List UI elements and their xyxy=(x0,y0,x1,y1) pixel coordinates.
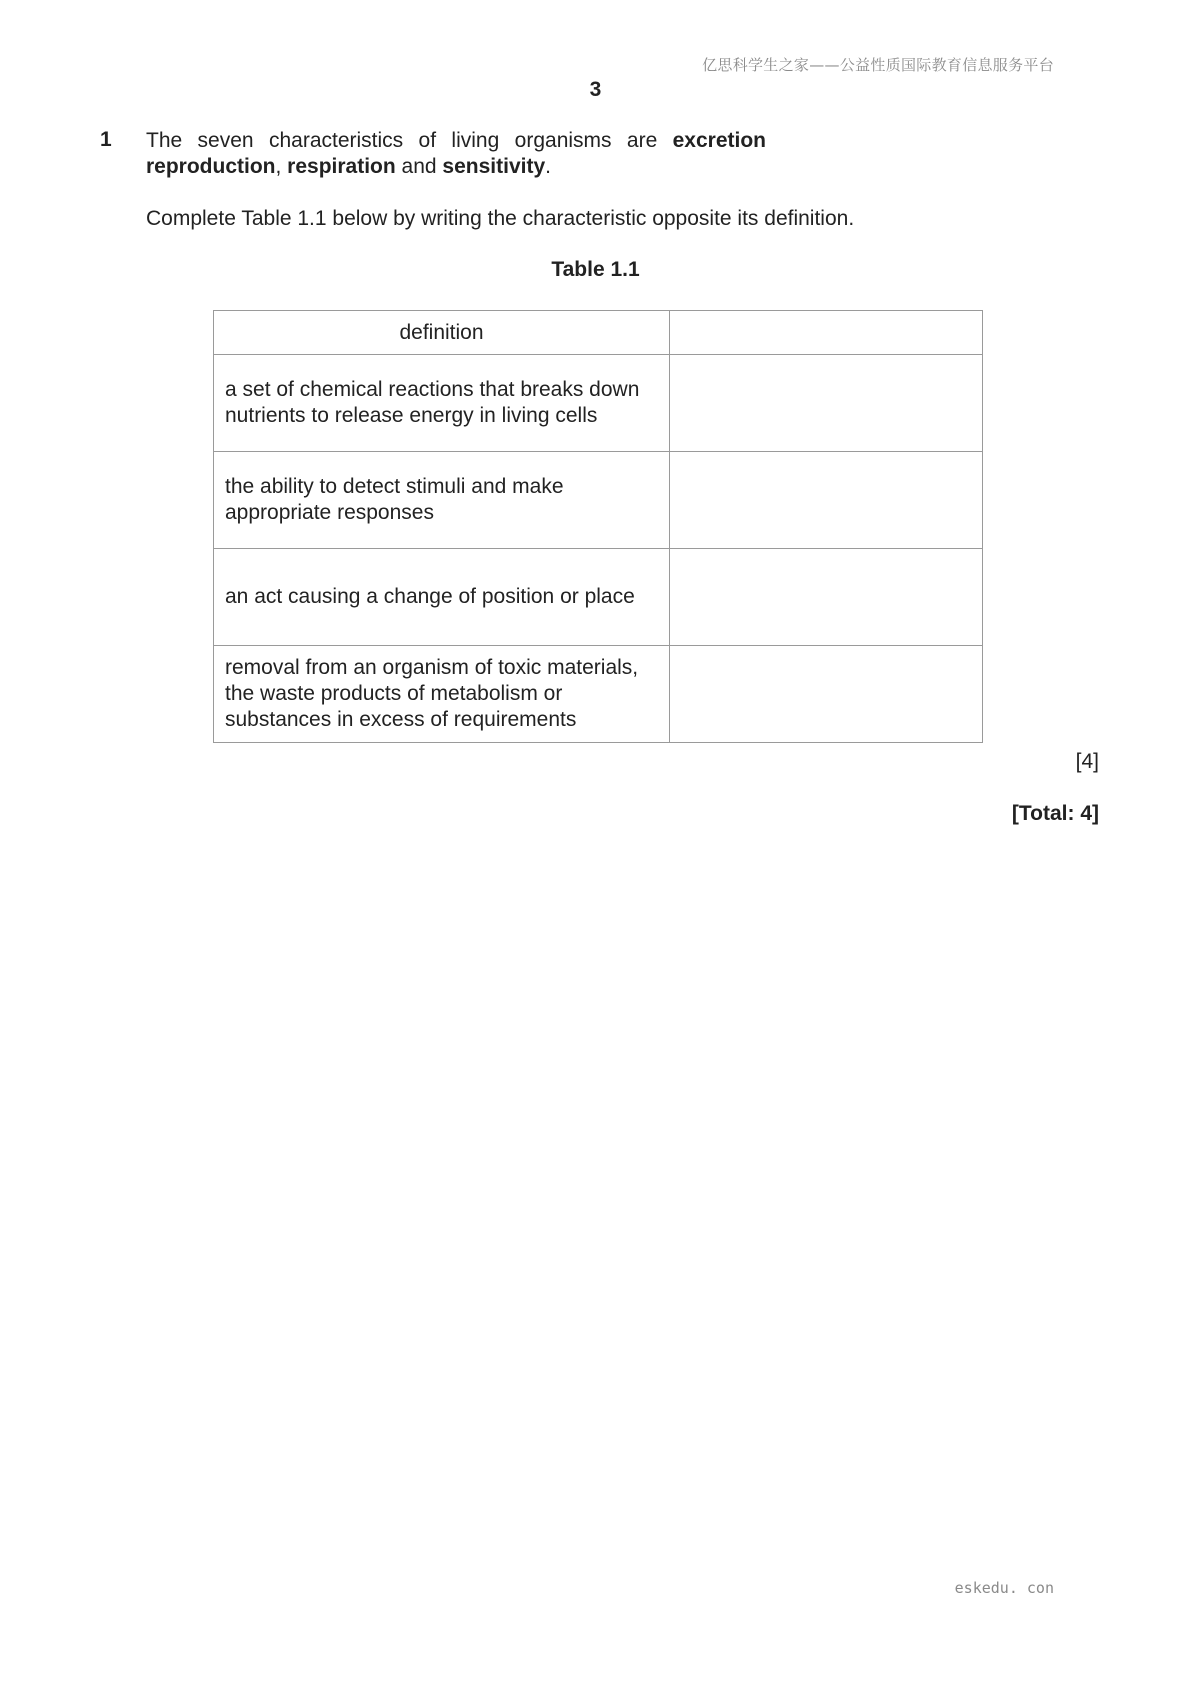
intro-line-1 xyxy=(146,128,766,154)
answer-cell[interactable] xyxy=(670,549,983,646)
intro-text-1: The seven characteristics of living organisms are xyxy=(146,129,673,152)
definition-cell: a set of chemical reactions that breaks down nutrients to release energy in living cells xyxy=(214,355,670,452)
answer-cell[interactable] xyxy=(670,452,983,549)
term-sensitivity: sensitivity xyxy=(442,155,546,178)
intro-period: . xyxy=(545,155,551,178)
page-number: 3 xyxy=(589,78,602,101)
table-row xyxy=(214,549,983,646)
table-row xyxy=(214,355,983,452)
intro-and: and xyxy=(395,155,443,178)
characteristics-table xyxy=(213,310,983,743)
definition-cell: an act causing a change of position or place xyxy=(214,549,670,646)
table-caption: Table 1.1 xyxy=(551,258,640,281)
question-instruction: Complete Table 1.1 below by writing the characteristic opposite its definition. xyxy=(146,207,855,230)
total-marks: [Total: 4] xyxy=(1011,802,1099,825)
definition-cell: removal from an organism of toxic materials, the waste products of metabolism or substances in excess of requirements xyxy=(214,646,670,743)
answer-cell[interactable] xyxy=(670,646,983,743)
intro-line-2 xyxy=(146,154,766,180)
intro-comma: , xyxy=(275,155,288,178)
marks-label: [4] xyxy=(1075,750,1099,773)
header-definition: definition xyxy=(214,311,670,355)
watermark-text: 亿思科学生之家——公益性质国际教育信息服务平台 xyxy=(702,56,1054,74)
footer-site: eskedu. con xyxy=(954,1579,1054,1597)
question-number: 1 xyxy=(100,128,112,151)
term-excretion: excretion xyxy=(672,129,766,152)
definition-cell: the ability to detect stimuli and make appropriate responses xyxy=(214,452,670,549)
header-characteristic xyxy=(670,311,983,355)
table-row xyxy=(214,452,983,549)
term-respiration: respiration xyxy=(287,155,396,178)
question-intro xyxy=(146,128,766,180)
term-reproduction: reproduction xyxy=(146,155,276,178)
answer-cell[interactable] xyxy=(670,355,983,452)
table-row xyxy=(214,646,983,743)
table-header-row xyxy=(214,311,983,355)
